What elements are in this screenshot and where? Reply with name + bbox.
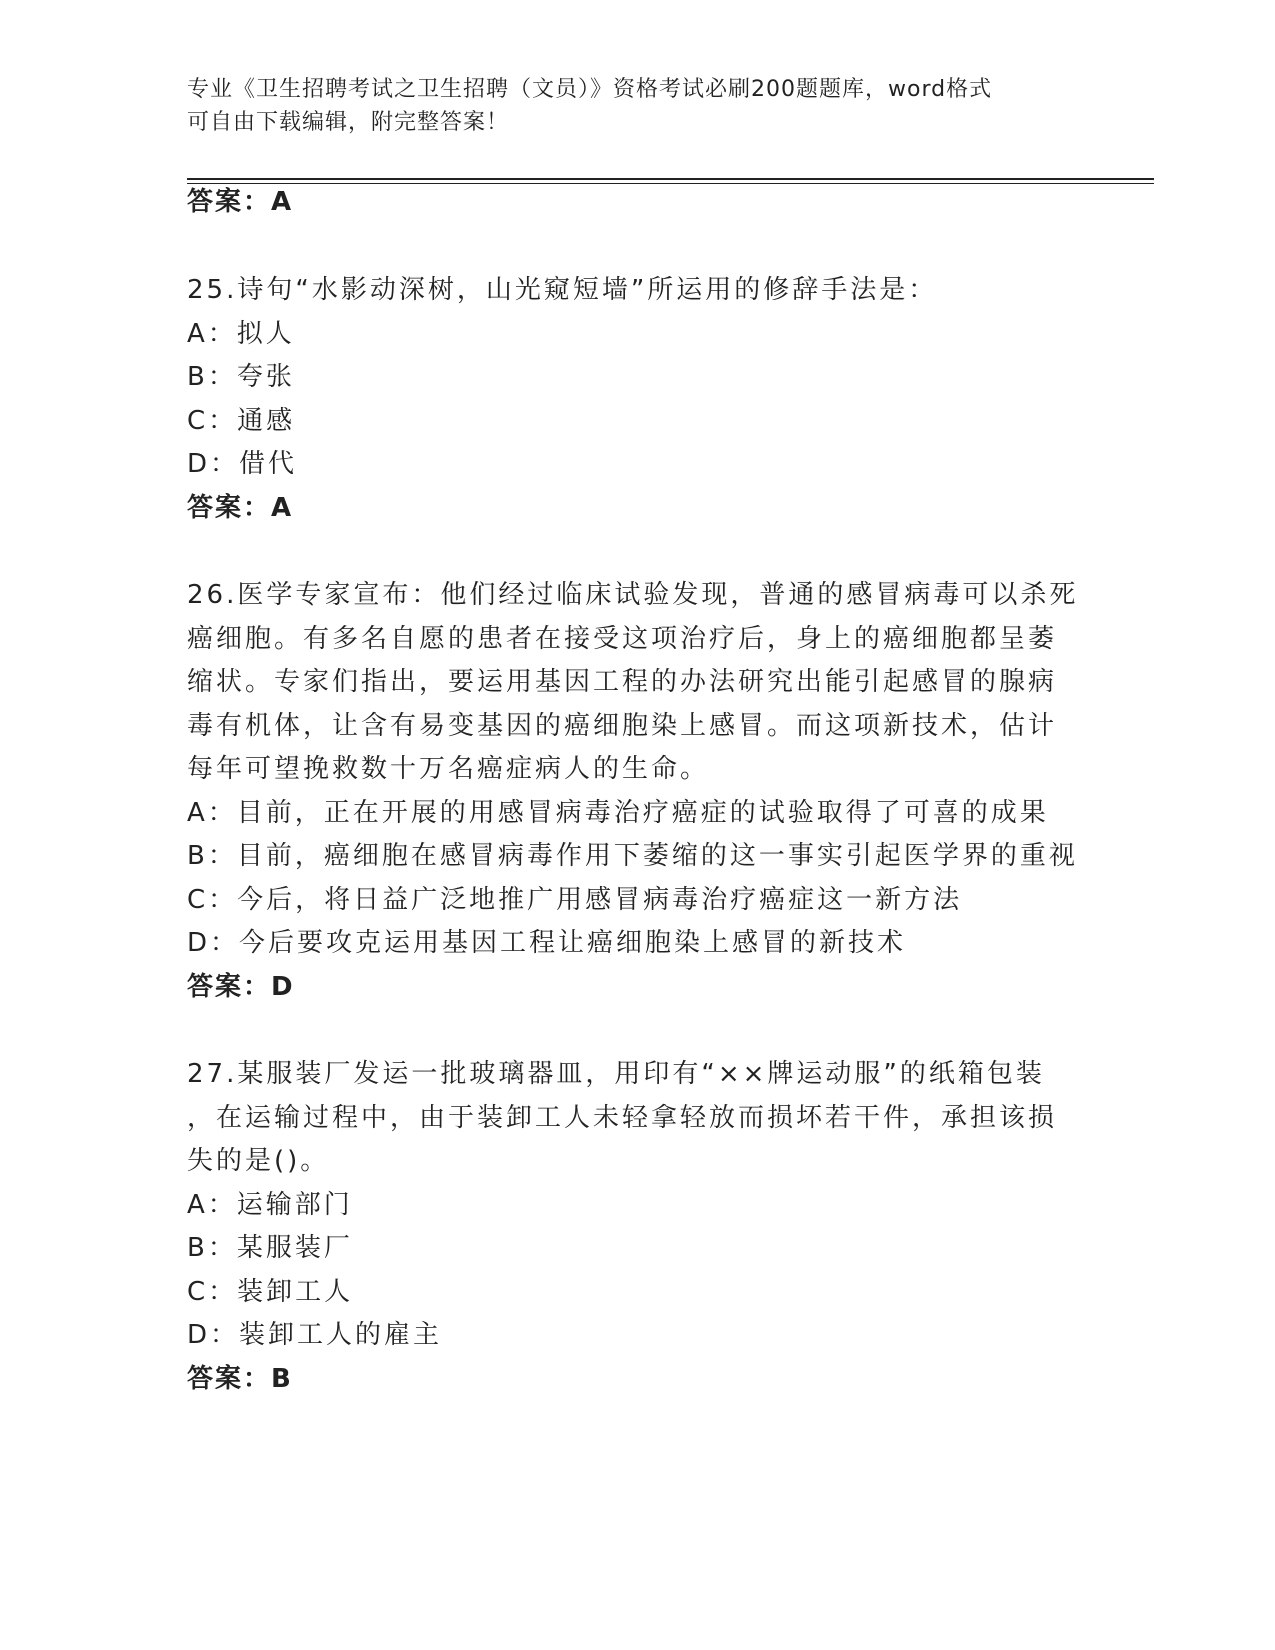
header-line-1: 专业《卫生招聘考试之卫生招聘（文员）》资格考试必刷200题题库，word格式 xyxy=(187,77,993,102)
question-27-option-c: C：装卸工人 xyxy=(187,1277,354,1307)
question-27-stem-1: 27.某服装厂发运一批玻璃器皿，用印有“××牌运动服”的纸箱包装 xyxy=(187,1059,1045,1089)
question-26-option-d: D：今后要攻克运用基因工程让癌细胞染上感冒的新技术 xyxy=(187,928,907,958)
question-26-stem-2: 癌细胞。有多名自愿的患者在接受这项治疗后，身上的癌细胞都呈萎 xyxy=(187,624,1058,654)
question-26-option-a: A：目前，正在开展的用感冒病毒治疗癌症的试验取得了可喜的成果 xyxy=(187,798,1049,828)
question-27-answer: 答案：B xyxy=(187,1364,293,1394)
question-25-stem: 25.诗句“水影动深树，山光窥短墙”所运用的修辞手法是： xyxy=(187,275,938,305)
answer-line: 答案：A xyxy=(187,187,294,217)
question-26-stem-3: 缩状。专家们指出，要运用基因工程的办法研究出能引起感冒的腺病 xyxy=(187,667,1058,697)
question-26-option-b: B：目前，癌细胞在感冒病毒作用下萎缩的这一事实引起医学界的重视 xyxy=(187,841,1078,871)
question-27-option-b: B：某服装厂 xyxy=(187,1233,353,1263)
header-line-2: 可自由下载编辑，附完整答案！ xyxy=(187,110,510,135)
question-26-option-c: C：今后，将日益广泛地推广用感冒病毒治疗癌症这一新方法 xyxy=(187,885,963,915)
question-27-stem-2: ，在运输过程中，由于装卸工人未轻拿轻放而损坏若干件，承担该损 xyxy=(187,1103,1058,1133)
question-25-option-d: D：借代 xyxy=(187,449,298,479)
question-25-option-c: C：通感 xyxy=(187,406,296,436)
question-25-option-b: B：夸张 xyxy=(187,362,295,392)
question-27-option-a: A：运输部门 xyxy=(187,1190,353,1220)
question-27-option-d: D：装卸工人的雇主 xyxy=(187,1320,443,1350)
header-rule-thick xyxy=(187,178,1154,180)
question-27-stem-3: 失的是()。 xyxy=(187,1146,330,1176)
question-26-stem-5: 每年可望挽救数十万名癌症病人的生命。 xyxy=(187,754,710,784)
page-header xyxy=(187,73,1087,139)
question-26-answer: 答案：D xyxy=(187,972,295,1002)
question-26-stem-4: 毒有机体，让含有易变基因的癌细胞染上感冒。而这项新技术，估计 xyxy=(187,711,1058,741)
question-26-stem-1: 26.医学专家宣布：他们经过临床试验发现，普通的感冒病毒可以杀死 xyxy=(187,580,1079,610)
question-25-answer: 答案：A xyxy=(187,493,294,523)
question-25-option-a: A：拟人 xyxy=(187,319,295,349)
header-rule-thin xyxy=(187,183,1154,184)
